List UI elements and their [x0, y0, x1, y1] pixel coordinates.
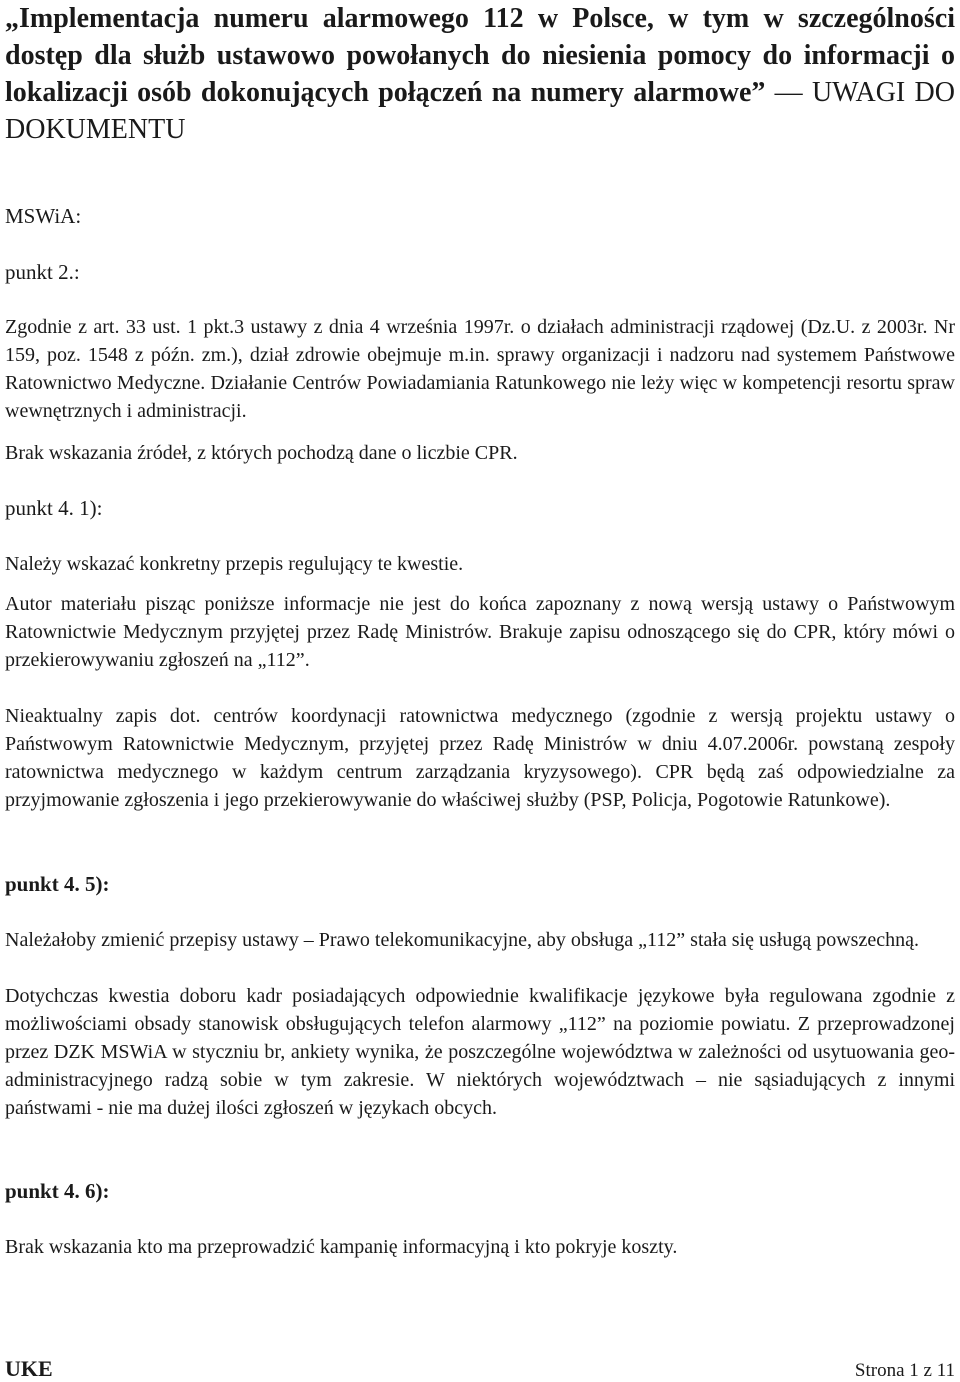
punkt-4-5-paragraph-2: Dotychczas kwestia doboru kadr posiadających odpowiednie kwalifikacje językowe była regulowana zgodnie z możliwościami obsady stanowisk obsługujących telefon alarmowy „112” na poziomie powiatu. Z przeprowadzonej przez DZK MSWiA w styczniu br, ankiety wynika, że poszczególne województwa w zależności od usytuowania geo- administracyjnego radzą sobie w tym zakresie. W niektórych województwach – nie sąsiadujących z innymi państwami - nie ma dużej ilości zgłoszeń w językach obcych.	[5, 985, 955, 1119]
footer-organization: UKE	[5, 1356, 53, 1381]
document-page	[5, 0, 955, 1380]
punkt-4-6-paragraph-1: Brak wskazania kto ma przeprowadzić kampanię informacyjną i kto pokryje koszty.	[5, 1236, 678, 1258]
footer-page-number: Strona 1 z 11	[854, 1360, 955, 1381]
heading-punkt-2: punkt 2.:	[5, 260, 80, 284]
punkt-4-5-paragraph-1: Należałoby zmienić przepisy ustawy – Prawo telekomunikacyjne, aby obsługa „112” stała się usługą powszechną.	[5, 929, 919, 951]
document-title	[5, 0, 955, 148]
heading-punkt-4-6: punkt 4. 6):	[5, 1179, 110, 1203]
heading-punkt-4-5: punkt 4. 5):	[5, 872, 110, 896]
title-normal-part: — UWAGI DO DOKUMENTU	[5, 77, 955, 145]
punkt-4-1-paragraph-2: Autor materiału pisząc poniższe informacje nie jest do końca zapoznany z nową wersją ustawy o Państwowym Ratownictwie Medycznym przyjętej przez Radę Ministrów. Brakuje zapisu odnoszącego się do CPR, który mówi o przekierowywaniu zgłoszeń na „112”.	[5, 593, 955, 671]
punkt-2-paragraph-1: Zgodnie z art. 33 ust. 1 pkt.3 ustawy z dnia 4 września 1997r. o działach administracji rządowej (Dz.U. z 2003r. Nr 159, poz. 1548 z późn. zm.), dział zdrowie obejmuje m.in. sprawy organizacji i nadzoru nad systemem Państwowe Ratownictwo Medyczne. Działanie Centrów Powiadamiania Ratunkowego nie leży więc w kompetencji resortu spraw wewnętrznych i administracji.	[5, 316, 955, 422]
footer-divider	[5, 1348, 955, 1349]
section-mswia: MSWiA:	[5, 204, 82, 228]
title-bold-part: „Implementacja numeru alarmowego 112 w Polsce, w tym w szczególności dostęp dla służb ustawowo powołanych do niesienia pomocy do informacji o lokalizacji osób dokonujących połączeń na numery alarmowe”	[5, 3, 955, 108]
punkt-4-1-paragraph-3: Nieaktualny zapis dot. centrów koordynacji ratownictwa medycznego (zgodnie z wersją projektu ustawy o Państwowym Ratownictwie Medycznym, przyjętej przez Radę Ministrów w dniu 4.07.2006r. powstaną zespoły ratownictwa medycznego w każdym centrum zarządzania kryzysowego). CPR będą zaś odpowiedzialne za przyjmowanie zgłoszenia i jego przekierowywanie do właściwej służby (PSP, Policja, Pogotowie Ratunkowe).	[5, 705, 955, 811]
punkt-2-paragraph-2: Brak wskazania źródeł, z których pochodzą dane o liczbie CPR.	[5, 442, 518, 464]
heading-punkt-4-1: punkt 4. 1):	[5, 496, 103, 520]
punkt-4-1-paragraph-1: Należy wskazać konkretny przepis regulujący te kwestie.	[5, 553, 464, 575]
